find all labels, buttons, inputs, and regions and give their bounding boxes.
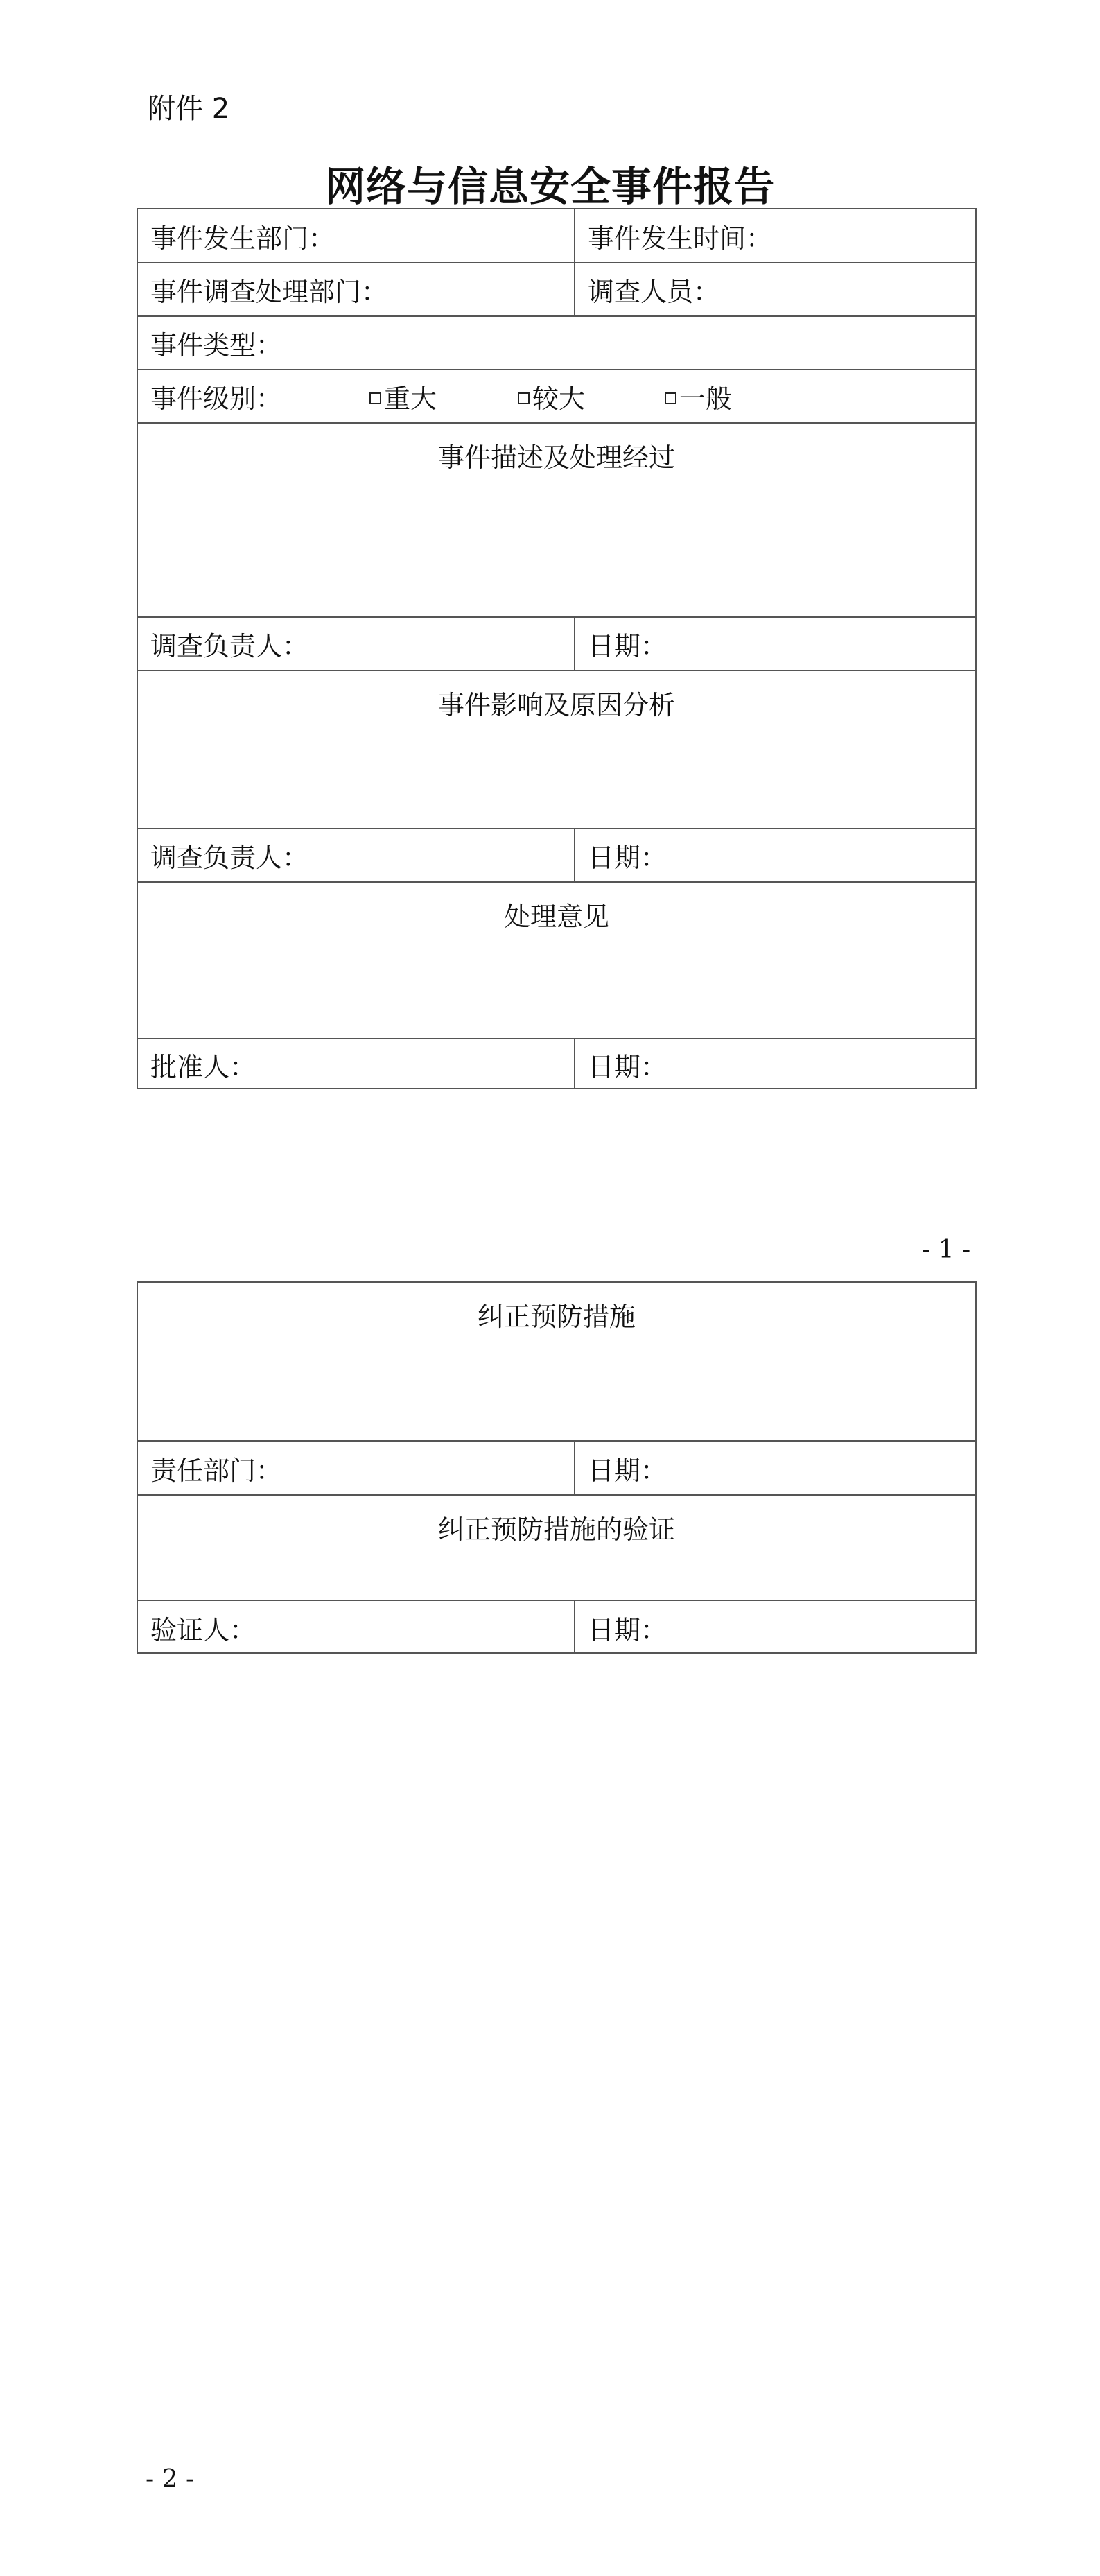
form-row-approval [138, 1038, 975, 1089]
level-option-major[interactable] [369, 370, 437, 422]
level-option-general[interactable] [665, 370, 732, 422]
desc-signer-label[interactable]: 调查负责人： [150, 631, 309, 662]
attachment-label: 附件 2 [148, 93, 230, 125]
corrective-heading: 纠正预防措施 [477, 1302, 636, 1332]
approver-date-label[interactable]: 日期： [574, 1039, 975, 1089]
verifier-date-label[interactable]: 日期： [574, 1601, 975, 1654]
impact-heading: 事件影响及原因分析 [437, 690, 675, 720]
form-row-investigation [138, 262, 975, 315]
form-row-desc-signoff [138, 616, 975, 670]
form-row-responsible [138, 1440, 975, 1494]
form-row-verification[interactable] [138, 1494, 975, 1600]
form-row-type [138, 315, 975, 369]
checkbox-icon[interactable] [518, 392, 530, 404]
page-title: 网络与信息安全事件报告 [324, 163, 775, 210]
page-number: - 1 - [922, 1236, 971, 1264]
impact-date-label[interactable]: 日期： [574, 829, 975, 881]
dept-field-label[interactable]: 事件发生部门： [150, 223, 335, 254]
responsible-dept-label[interactable]: 责任部门： [150, 1455, 283, 1486]
desc-date-label[interactable]: 日期： [574, 618, 975, 670]
investigator-field-label[interactable]: 调查人员： [574, 263, 975, 315]
form-row-description[interactable] [138, 422, 975, 616]
approver-label[interactable]: 批准人： [150, 1051, 256, 1082]
level-option-label: 一般 [679, 383, 733, 414]
form-row-level [138, 369, 975, 422]
form-row-verifier [138, 1600, 975, 1654]
form-row-impact-signoff [138, 828, 975, 881]
page-number: - 2 - [146, 2465, 195, 2493]
impact-signer-label[interactable]: 调查负责人： [150, 842, 309, 873]
form-row-corrective[interactable] [138, 1283, 975, 1440]
level-option-larger[interactable] [518, 370, 585, 422]
verifier-label[interactable]: 验证人： [150, 1614, 256, 1645]
checkbox-icon[interactable] [665, 392, 676, 404]
type-field-label[interactable]: 事件类型： [150, 330, 283, 361]
level-option-label: 较大 [532, 383, 586, 414]
opinion-heading: 处理意见 [503, 901, 609, 932]
level-field-label: 事件级别： [150, 383, 283, 414]
responsible-date-label[interactable]: 日期： [574, 1442, 975, 1494]
corrective-action-form [137, 1281, 977, 1654]
time-field-label[interactable]: 事件发生时间： [574, 209, 975, 262]
checkbox-icon[interactable] [369, 392, 381, 404]
verification-heading: 纠正预防措施的验证 [437, 1514, 675, 1545]
level-option-label: 重大 [384, 383, 437, 414]
form-row-dept-time [138, 209, 975, 262]
incident-report-form [137, 208, 977, 1089]
form-row-opinion[interactable] [138, 881, 975, 1038]
investigation-dept-field-label[interactable]: 事件调查处理部门： [150, 277, 388, 307]
form-row-impact[interactable] [138, 670, 975, 828]
description-heading: 事件描述及处理经过 [437, 442, 675, 473]
